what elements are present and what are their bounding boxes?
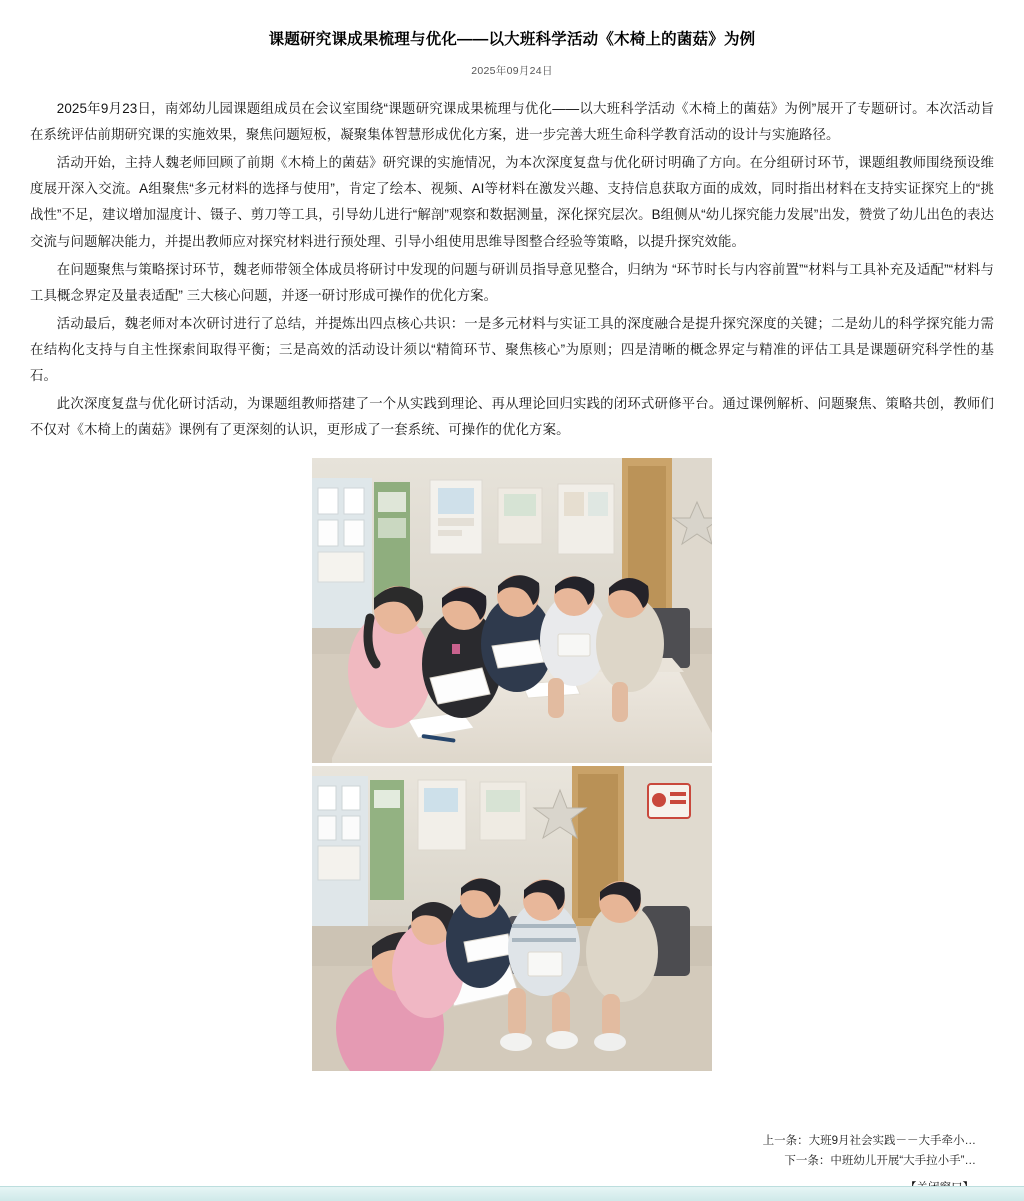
article-navigation <box>30 1131 994 1171</box>
paragraph: 2025年9月23日，南郊幼儿园课题组成员在会议室围绕“课题研究课成果梳理与优化——以大班科学活动《木椅上的菌菇》为例”展开了专题研讨。本次活动旨在系统评估前期研究课的实施效果，聚焦问题短板，凝聚集体智慧形成优化方案，进一步完善大班生命科学教育活动的设计与实施路径。 <box>30 100 994 142</box>
prev-article-link[interactable] <box>30 1131 976 1151</box>
next-article-title[interactable]: 中班幼儿开展“大手拉小手”… <box>830 1154 976 1167</box>
article-body <box>30 96 994 444</box>
publish-date: 2025年09月24日 <box>471 64 553 77</box>
paragraph: 在问题聚焦与策略探讨环节，魏老师带领全体成员将研讨中发现的问题与研训员指导意见整合，归纳为 “环节时长与内容前置”“材料与工具补充及适配”“材料与工具概念界定及量表适配” 三大核心问题，并逐一研讨形成可操作的优化方案。 <box>30 261 994 303</box>
paragraph: 此次深度复盘与优化研讨活动，为课题组教师搭建了一个从实践到理论、再从理论回归实践的闭环式研修平台。通过课例解析、问题聚焦、策略共创，教师们不仅对《木椅上的菌菇》课例有了更深刻的认识，更形成了一套系统、可操作的优化方案。 <box>30 396 994 438</box>
photo-gallery <box>30 458 994 1071</box>
prev-article-title[interactable]: 大班9月社会实践－－大手牵小… <box>808 1134 976 1147</box>
page-title: 课题研究课成果梳理与优化——以大班科学活动《木椅上的菌菇》为例 <box>268 31 756 48</box>
prev-article-label: 上一条： <box>762 1134 809 1147</box>
bottom-strip-inner <box>0 1187 1024 1201</box>
paragraph: 活动最后，魏老师对本次研讨进行了总结，并提炼出四点核心共识：一是多元材料与实证工具的深度融合是提升探究深度的关键；二是幼儿的科学探究能力需在结构化支持与自主性探索间取得平衡；三是高效的活动设计须以“精简环节、聚焦核心”为原则；四是清晰的概念界定与精准的评估工具是课题研究科学性的基石。 <box>30 315 994 384</box>
next-article-label: 下一条： <box>784 1154 831 1167</box>
paragraph: 活动开始，主持人魏老师回顾了前期《木椅上的菌菇》研究课的实施情况，为本次深度复盘与优化研讨明确了方向。在分组研讨环节，课题组教师围绕预设维度展开深入交流。A组聚焦“多元材料的选择与使用”，肯定了绘本、视频、AI等材料在激发兴趣、支持信息获取方面的成效，同时指出材料在支持实证探究上的“挑战性”不足，建议增加湿度计、镊子、剪刀等工具，引导幼儿进行“解剖”观察和数据测量，深化探究层次。B组侧从“幼儿探究能力发展”出发，赞赏了幼儿出色的表达交流与问题解决能力，并提出教师应对探究材料进行预处理、引导小组使用思维导图整合经验等策略，以提升探究效能。 <box>30 155 994 249</box>
next-article-link[interactable] <box>30 1151 976 1171</box>
bottom-decoration-strip <box>0 1186 1024 1201</box>
meeting-photo-top <box>312 458 712 763</box>
meeting-photo-bottom <box>312 766 712 1071</box>
